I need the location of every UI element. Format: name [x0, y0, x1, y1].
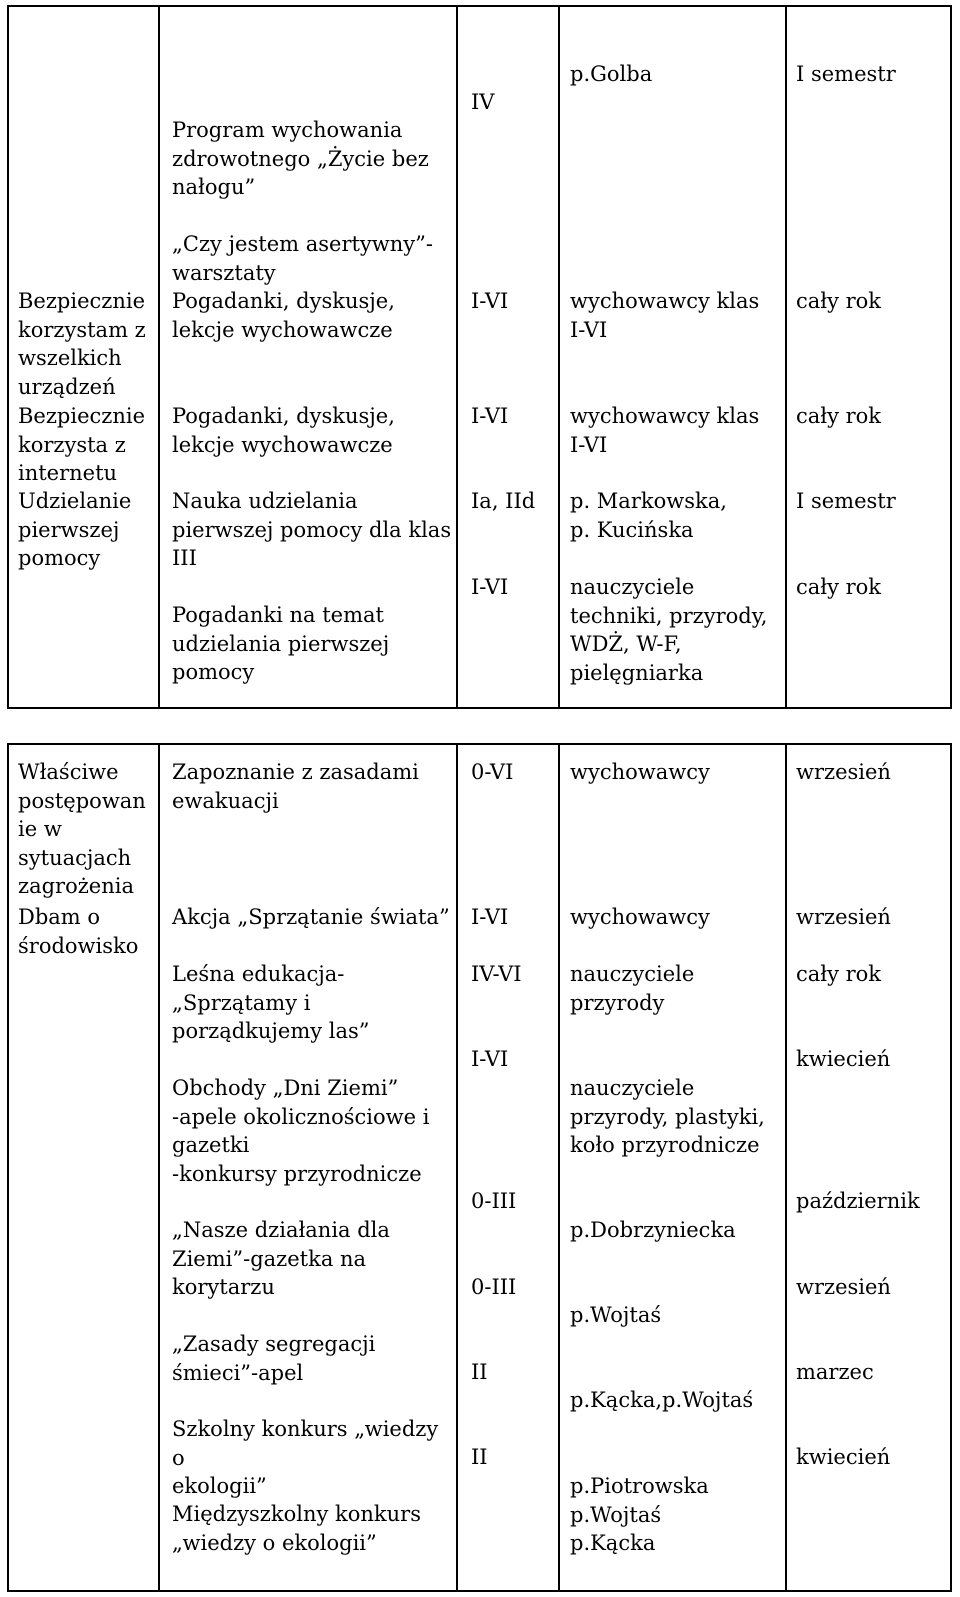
table-top-border-top [7, 5, 952, 7]
table-top-cell-term [796, 573, 946, 602]
person-text: p.Wojtaś [570, 1303, 662, 1327]
table-bottom-cell-term [796, 1443, 946, 1472]
classes-text: I-VI [471, 575, 509, 599]
table-bottom-cell-topic [18, 758, 158, 901]
table-bottom-cell-classes [471, 960, 556, 989]
table-top-cell-classes [471, 573, 556, 602]
table-top-cell-person [570, 402, 782, 459]
table-bottom-cell-term [796, 960, 946, 989]
table-top-cell-term [796, 487, 946, 516]
topic-text: Właściwe postępowan ie w sytuacjach zagrożenia [18, 760, 146, 899]
table-top-cell-topic [18, 287, 158, 401]
topic-text: Udzielanie pierwszej pomocy [18, 489, 132, 571]
activity-text: Nauka udzielania pierwszej pomocy dla klas III [172, 489, 452, 571]
table-top-cell-person [570, 287, 782, 344]
term-text: październik [796, 1189, 920, 1213]
table-bottom-cell-topic [18, 903, 158, 960]
term-text: I semestr [796, 62, 896, 86]
table-top-cell-activity [172, 402, 452, 459]
table-bottom-cell-person [570, 758, 782, 787]
term-text: kwiecień [796, 1047, 891, 1071]
table-bottom-cell-classes [471, 1045, 556, 1074]
table-top-cell-topic [18, 487, 158, 573]
table-top-cell-classes [471, 88, 556, 117]
table-bottom-cell-term [796, 1358, 946, 1387]
activity-text: Akcja „Sprzątanie świata” [172, 905, 450, 929]
table-top-cell-person [570, 60, 782, 89]
topic-text: Dbam o środowisko [18, 905, 139, 958]
classes-text: Ia, IId [471, 489, 536, 513]
classes-text: II [471, 1445, 488, 1469]
table-top-cell-activity [172, 487, 452, 573]
table-bottom-cell-person [570, 1301, 782, 1330]
table-bottom-col-line [158, 743, 160, 1592]
classes-text: 0-VI [471, 760, 514, 784]
term-text: cały rok [796, 962, 882, 986]
table-bottom-col-line [558, 743, 560, 1592]
table-bottom-cell-activity [172, 960, 452, 1046]
table-bottom-cell-term [796, 903, 946, 932]
table-bottom-border-bottom [7, 1590, 952, 1592]
person-text: nauczyciele przyrody [570, 962, 695, 1015]
table-top-cell-activity [172, 287, 452, 344]
table-top-cell-activity [172, 230, 452, 287]
table-bottom-cell-term [796, 1187, 946, 1216]
activity-text: Obchody „Dni Ziemi” -apele okolicznościowe i gazetki -konkursy przyrodnicze [172, 1076, 430, 1186]
table-top-cell-classes [471, 402, 556, 431]
table-bottom-cell-activity [172, 1500, 452, 1557]
person-text: p.Golba [570, 62, 653, 86]
table-bottom-cell-person [570, 903, 782, 932]
topic-text: Bezpiecznie korzystam z wszelkich urządzeń [18, 289, 146, 399]
table-bottom-cell-term [796, 1045, 946, 1074]
activity-text: Zapoznanie z zasadami ewakuacji [172, 760, 419, 813]
topic-text: Bezpiecznie korzysta z internetu [18, 404, 146, 486]
term-text: wrzesień [796, 760, 891, 784]
table-top-cell-person [570, 573, 782, 687]
table-top-col-line [950, 5, 952, 709]
table-bottom-cell-activity [172, 1330, 452, 1387]
term-text: cały rok [796, 575, 882, 599]
person-text: p. Markowska, p. Kucińska [570, 489, 727, 542]
table-bottom-col-line [950, 743, 952, 1592]
activity-text: Program wychowania zdrowotnego „Życie bez nałogu” [172, 118, 429, 200]
table-bottom-cell-activity [172, 1415, 452, 1501]
person-text: wychowawcy [570, 760, 710, 784]
person-text: p.Kącka,p.Wojtaś [570, 1388, 754, 1412]
activity-text: „Nasze działania dla Ziemi”-gazetka na korytarzu [172, 1218, 390, 1300]
table-bottom-cell-classes [471, 758, 556, 787]
table-bottom-cell-classes [471, 1358, 556, 1387]
table-top-border-bottom [7, 707, 952, 709]
table-bottom-col-line [7, 743, 9, 1592]
table-top-cell-term [796, 60, 946, 89]
table-bottom-cell-classes [471, 1443, 556, 1472]
table-bottom-border-top [7, 743, 952, 745]
person-text: p.Piotrowska p.Wojtaś p.Kącka [570, 1474, 709, 1556]
term-text: wrzesień [796, 1275, 891, 1299]
table-bottom-cell-person [570, 960, 782, 1017]
activity-text: „Czy jestem asertywny”- warsztaty [172, 232, 433, 285]
table-top-cell-classes [471, 487, 556, 516]
person-text: wychowawcy [570, 905, 710, 929]
classes-text: IV [471, 90, 495, 114]
activity-text: „Zasady segregacji śmieci”-apel [172, 1332, 376, 1385]
person-text: nauczyciele przyrody, plastyki, koło przyrodnicze [570, 1076, 765, 1158]
classes-text: 0-III [471, 1189, 517, 1213]
classes-text: I-VI [471, 289, 509, 313]
table-bottom-cell-person [570, 1216, 782, 1245]
table-top-cell-person [570, 487, 782, 544]
table-bottom-cell-term [796, 758, 946, 787]
classes-text: I-VI [471, 1047, 509, 1071]
term-text: cały rok [796, 404, 882, 428]
classes-text: IV-VI [471, 962, 522, 986]
table-bottom-col-line [785, 743, 787, 1592]
activity-text: Międzyszkolny konkurs „wiedzy o ekologii” [172, 1502, 421, 1555]
term-text: marzec [796, 1360, 874, 1384]
term-text: I semestr [796, 489, 896, 513]
table-top-cell-term [796, 287, 946, 316]
term-text: kwiecień [796, 1445, 891, 1469]
person-text: wychowawcy klas I-VI [570, 289, 760, 342]
classes-text: I-VI [471, 404, 509, 428]
activity-text: Pogadanki, dyskusje, lekcje wychowawcze [172, 404, 395, 457]
activity-text: Pogadanki, dyskusje, lekcje wychowawcze [172, 289, 395, 342]
table-bottom-col-line [456, 743, 458, 1592]
table-top-cell-topic [18, 402, 158, 488]
person-text: wychowawcy klas I-VI [570, 404, 760, 457]
term-text: cały rok [796, 289, 882, 313]
classes-text: II [471, 1360, 488, 1384]
person-text: nauczyciele techniki, przyrody, WDŻ, W-F, pielęgniarka [570, 575, 768, 685]
classes-text: 0-III [471, 1275, 517, 1299]
table-bottom-cell-person [570, 1386, 782, 1415]
table-top-col-line [558, 5, 560, 709]
activity-text: Szkolny konkurs „wiedzy o ekologii” [172, 1417, 439, 1499]
activity-text: Leśna edukacja- „Sprzątamy i porządkujemy las” [172, 962, 370, 1044]
activity-text: Pogadanki na temat udzielania pierwszej pomocy [172, 603, 390, 685]
table-bottom-cell-classes [471, 1187, 556, 1216]
person-text: p.Dobrzyniecka [570, 1218, 736, 1242]
table-bottom-cell-classes [471, 903, 556, 932]
table-top-cell-classes [471, 287, 556, 316]
table-bottom-cell-activity [172, 903, 452, 932]
table-top-cell-term [796, 402, 946, 431]
table-bottom-cell-activity [172, 758, 452, 815]
table-top-col-line [456, 5, 458, 709]
table-top-col-line [158, 5, 160, 709]
table-bottom-cell-person [570, 1472, 782, 1558]
table-bottom-cell-classes [471, 1273, 556, 1302]
table-bottom-cell-person [570, 1074, 782, 1160]
table-top-cell-activity [172, 601, 452, 687]
term-text: wrzesień [796, 905, 891, 929]
table-bottom-cell-term [796, 1273, 946, 1302]
table-bottom-cell-activity [172, 1074, 452, 1188]
table-top-cell-activity [172, 116, 452, 202]
table-top-col-line [785, 5, 787, 709]
classes-text: I-VI [471, 905, 509, 929]
table-bottom-cell-activity [172, 1216, 452, 1302]
table-top-col-line [7, 5, 9, 709]
